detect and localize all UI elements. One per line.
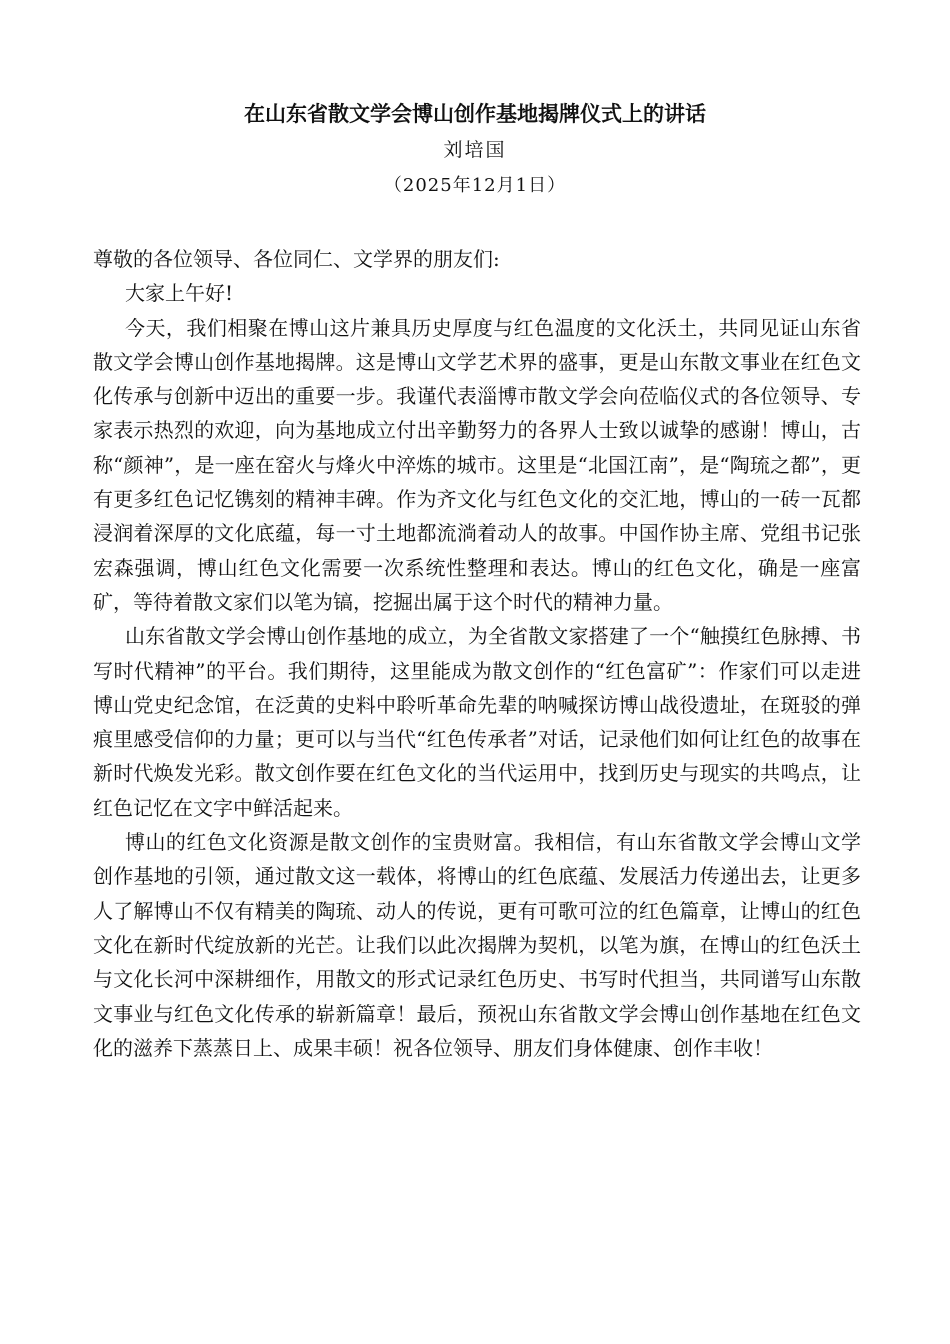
document-date: （2025年12月1日）: [383, 175, 567, 196]
salutation: 尊敬的各位领导、各位同仁、文学界的朋友们:: [93, 247, 500, 271]
body-paragraph-1: 今天，我们相聚在博山这片兼具历史厚度与红色温度的文化沃土，共同见证山东省散文学会博山创作基地揭牌。这是博山文学艺术界的盛事，更是山东散文事业在红色文化传承与创新中迈出的重要一步。我谨代表淄博市散文学会向莅临仪式的各位领导、专家表示热烈的欢迎，向为基地成立付出辛勤努力的各界人士致以诚挚的感谢！博山，古称“颜神”，是一座在窑火与烽火中淬炼的城市。这里是“北国江南”，是“陶琉之都”，更有更多红色记忆镌刻的精神丰碑。作为齐文化与红色文化的交汇地，博山的一砖一瓦都浸润着深厚的文化底蕴，每一寸土地都流淌着动人的故事。中国作协主席、党组书记张宏森强调，博山红色文化需要一次系统性整理和表达。博山的红色文化，确是一座富矿，等待着散文家们以笔为镐，挖掘出属于这个时代的精神力量。: [93, 315, 861, 614]
document-body: [93, 242, 861, 1065]
body-paragraph-3: 博山的红色文化资源是散文创作的宝贵财富。我相信，有山东省散文学会博山文学创作基地的引领，通过散文这一载体，将博山的红色底蕴、发展活力传递出去，让更多人了解博山不仅有精美的陶琉、动人的传说，更有可歌可泣的红色篇章，让博山的红色文化在新时代绽放新的光芒。让我们以此次揭牌为契机，以笔为旗，在博山的红色沃土与文化长河中深耕细作，用散文的形式记录红色历史、书写时代担当，共同谱写山东散文事业与红色文化传承的崭新篇章！最后，预祝山东省散文学会博山创作基地在红色文化的滋养下蒸蒸日上、成果丰硕！祝各位领导、朋友们身体健康、创作丰收！: [93, 830, 861, 1060]
document-author: 刘培国: [443, 139, 507, 161]
document-header: [0, 96, 950, 204]
greeting: 大家上午好!: [125, 281, 234, 306]
document-title: 在山东省散文学会博山创作基地揭牌仪式上的讲话: [244, 101, 706, 126]
body-paragraph-2: 山东省散文学会博山创作基地的成立，为全省散文家搭建了一个“触摸红色脉搏、书写时代精神”的平台。我们期待，这里能成为散文创作的“红色富矿”：作家们可以走进博山党史纪念馆，在泛黄的史料中聆听革命先辈的呐喊探访博山战役遗址，在斑驳的弹痕里感受信仰的力量；更可以与当代“红色传承者”对话，记录他们如何让红色的故事在新时代焕发光彩。散文创作要在红色文化的当代运用中，找到历史与现实的共鸣点，让红色记忆在文字中鲜活起来。: [93, 624, 861, 820]
